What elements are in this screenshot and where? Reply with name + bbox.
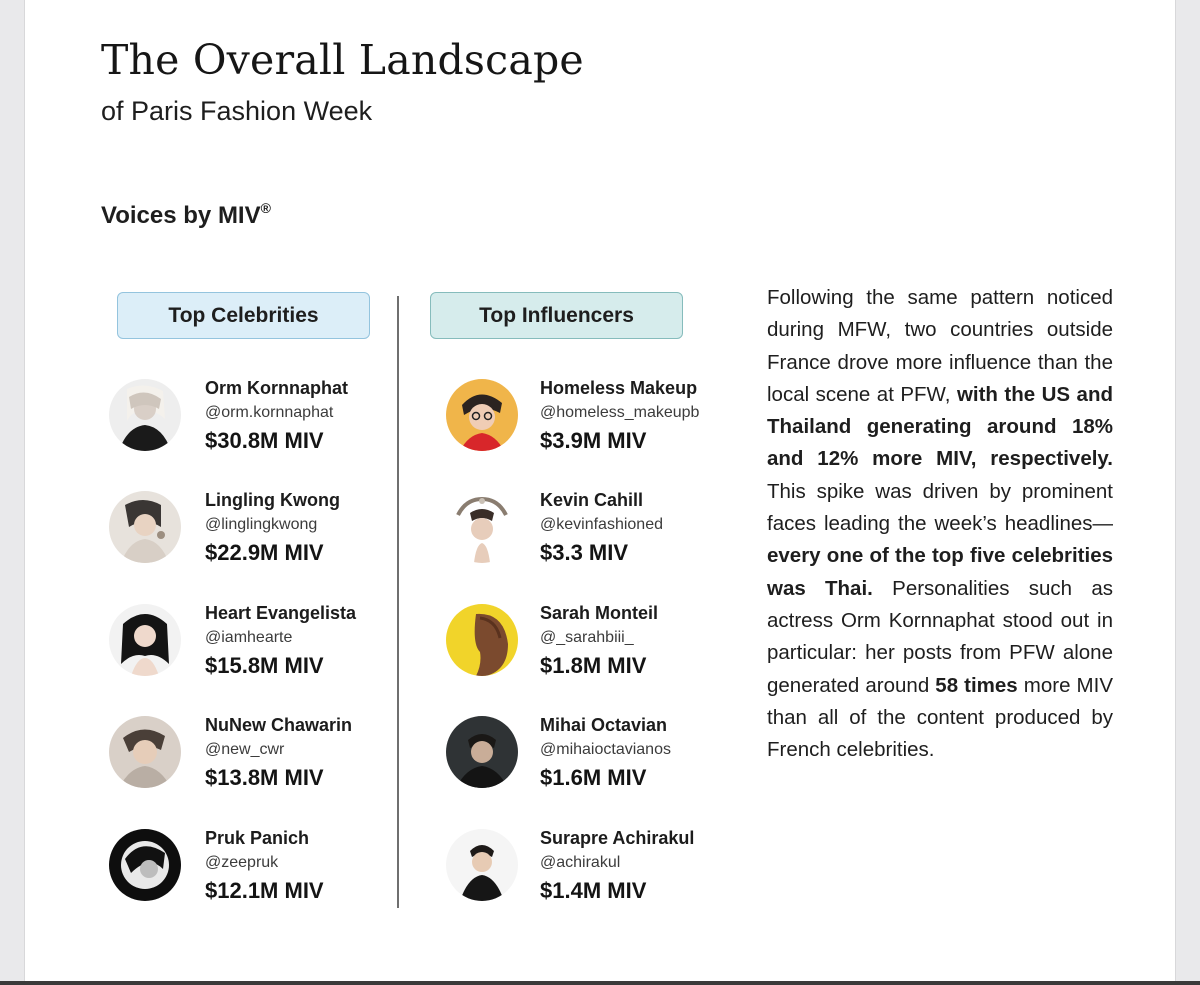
homeless-makeup-avatar xyxy=(446,379,518,451)
orm-kornnaphat-avatar xyxy=(109,379,181,451)
column-divider xyxy=(397,296,399,908)
section-title xyxy=(101,200,271,230)
influencer-handle: @mihaioctavianos xyxy=(540,741,671,758)
heart-evangelista-avatar xyxy=(109,604,181,676)
influencer-miv: $3.3 MIV xyxy=(540,540,629,565)
influencer-name: Kevin Cahill xyxy=(540,490,644,510)
influencer-handle: @homeless_makeupb xyxy=(540,404,700,421)
surapre-achirakul-avatar xyxy=(446,829,518,901)
influencer-name: Mihai Octavian xyxy=(540,715,668,735)
report-page xyxy=(24,0,1176,985)
body-text-1: Following the same pattern noticed during MFW, two countries outside France drove more influence than the local scene at PFW, xyxy=(767,286,1113,406)
body-bold-3: 58 times xyxy=(935,673,1018,697)
page-title: The Overall Landscape xyxy=(101,36,584,84)
sarah-monteil-avatar xyxy=(446,604,518,676)
celebrity-name: Heart Evangelista xyxy=(205,603,357,623)
top-celebrities-heading: Top Celebrities xyxy=(117,292,370,339)
mihai-octavian-avatar xyxy=(446,716,518,788)
celebrity-handle: @new_cwr xyxy=(205,741,285,758)
celebrity-name: Orm Kornnaphat xyxy=(205,378,349,398)
influencer-miv: $1.8M MIV xyxy=(540,653,647,678)
body-paragraph xyxy=(767,282,1113,766)
influencer-miv: $1.6M MIV xyxy=(540,765,647,790)
bottom-edge-bar xyxy=(0,981,1200,985)
pruk-panich-avatar xyxy=(109,829,181,901)
celebrity-handle: @zeepruk xyxy=(205,854,279,871)
body-text-3: Personalities such as actress Orm Kornnaphat stood out in particular: her posts from PFW alone generated around xyxy=(767,576,1113,697)
celebrity-handle: @orm.kornnaphat xyxy=(205,404,334,421)
body-text-2: This spike was driven by prominent faces leading the week’s headlines— xyxy=(767,479,1113,536)
influencer-miv: $1.4M MIV xyxy=(540,878,647,903)
influencer-name: Sarah Monteil xyxy=(540,603,659,623)
body-text-4: more MIV than all of the content produced by French celebrities. xyxy=(767,673,1113,762)
page-subtitle: of Paris Fashion Week xyxy=(101,96,373,126)
lingling-kwong-avatar xyxy=(109,491,181,563)
registered-mark: ® xyxy=(260,200,271,216)
top-influencers-heading: Top Influencers xyxy=(430,292,683,339)
celebrity-miv: $30.8M MIV xyxy=(205,428,324,453)
influencer-handle: @kevinfashioned xyxy=(540,516,663,533)
kevin-cahill-avatar xyxy=(446,491,518,563)
celebrity-handle: @iamhearte xyxy=(205,629,293,646)
influencer-handle: @_sarahbiii_ xyxy=(540,629,634,646)
celebrity-miv: $13.8M MIV xyxy=(205,765,324,790)
influencer-handle: @achirakul xyxy=(540,854,621,871)
celebrity-miv: $22.9M MIV xyxy=(205,540,324,565)
section-title-text: Voices by MIV xyxy=(101,202,261,229)
celebrity-miv: $15.8M MIV xyxy=(205,653,324,678)
celebrity-name: Pruk Panich xyxy=(205,828,310,848)
celebrity-name: Lingling Kwong xyxy=(205,490,340,510)
celebrity-handle: @linglingkwong xyxy=(205,516,318,533)
influencer-miv: $3.9M MIV xyxy=(540,428,647,453)
celebrity-miv: $12.1M MIV xyxy=(205,878,324,903)
nunew-chawarin-avatar xyxy=(109,716,181,788)
celebrity-name: NuNew Chawarin xyxy=(205,715,353,735)
body-bold-2: every one of the top five celebrities was Thai. xyxy=(767,544,1113,600)
influencer-name: Homeless Makeup xyxy=(540,378,698,398)
influencer-name: Surapre Achirakul xyxy=(540,828,695,848)
body-bold-1: with the US and Thailand generating around 18% and 12% more MIV, respectively. xyxy=(767,382,1113,471)
